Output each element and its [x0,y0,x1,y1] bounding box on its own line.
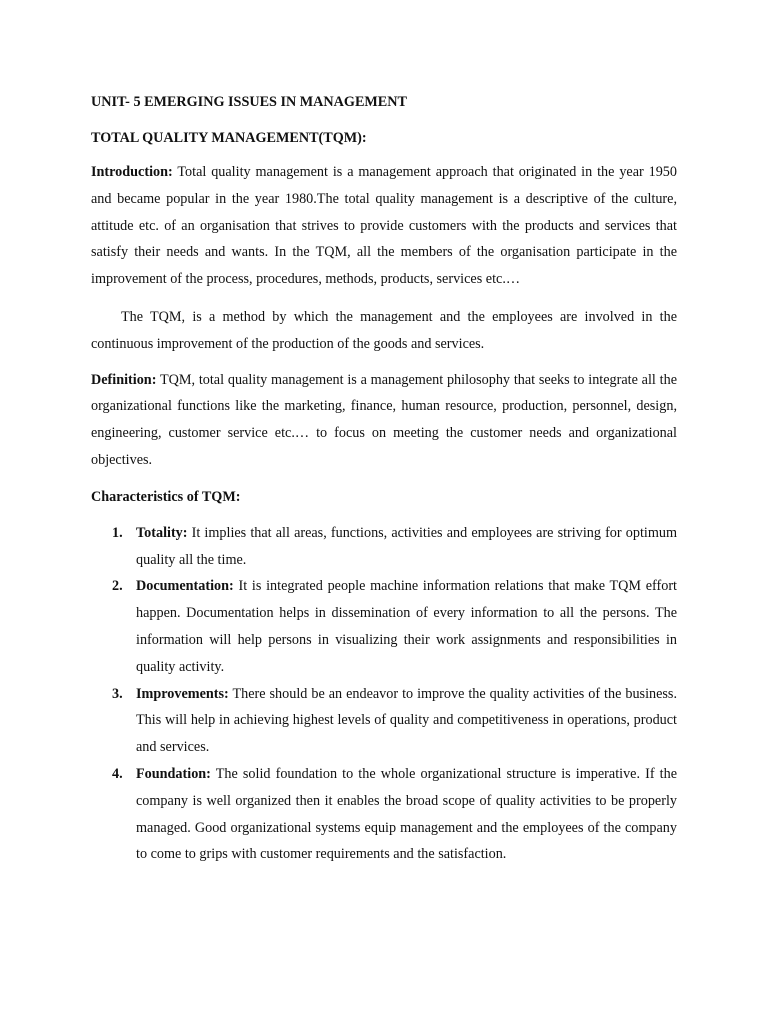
definition-paragraph [91,367,677,474]
list-item [91,573,677,680]
characteristics-list [91,520,677,868]
introduction-paragraph [91,159,677,293]
list-item [91,520,677,574]
section-heading: TOTAL QUALITY MANAGEMENT(TQM): [91,130,367,146]
definition-text: TQM, total quality management is a management philosophy that seeks to integrate all the organizational functions like the marketing, finance, human resource, production, personnel, design, engineering, customer service etc.… to focus on meeting the customer needs and organizational objectives. [91,371,677,468]
characteristics-heading: Characteristics of TQM: [91,488,241,505]
list-item-number: 2. [112,578,123,595]
list-item [91,761,677,868]
list-item-number: 4. [112,765,123,782]
list-item-text: It is integrated people machine information relations that make TQM effort happen. Documentation helps in dissemination of every information to all the persons. The information will help persons in visualizing their work assignments and responsibilities in quality activity. [136,578,677,675]
list-item [91,681,677,761]
list-item-title: Totality: [136,524,188,541]
list-item-title: Documentation: [136,578,234,595]
list-item-text: It implies that all areas, functions, activities and employees are striving for optimum quality all the time. [136,524,677,568]
list-item-text: There should be an endeavor to improve the quality activities of the business. This will help in achieving highest levels of quality and competitiveness in operations, product and services. [136,685,677,756]
tqm-method-paragraph: The TQM, is a method by which the management and the employees are involved in the continuous improvement of the production of the goods and services. [91,308,677,352]
list-item-number: 3. [112,685,123,702]
list-item-number: 1. [112,524,123,541]
list-item-title: Improvements: [136,685,229,702]
document-page [91,88,677,868]
definition-label: Definition: [91,371,157,388]
introduction-label: Introduction: [91,164,173,180]
introduction-text: Total quality management is a management approach that originated in the year 1950 and became popular in the year 1980.The total quality management is a descriptive of the culture, attitude etc. of an organisation that strives to provide customers with the products and services that satisfy their needs and wants. In the TQM, all the members of the organisation participate in the improvement of the process, procedures, methods, products, services etc.… [91,164,677,288]
list-item-title: Foundation: [136,765,211,782]
unit-heading: UNIT- 5 EMERGING ISSUES IN MANAGEMENT [91,94,407,110]
list-item-text: The solid foundation to the whole organizational structure is imperative. If the company is well organized then it enables the broad scope of quality activities to be properly managed. Good organizational systems equip management and the employees of the company to come to grips with customer requirements and the satisfaction. [136,765,677,863]
